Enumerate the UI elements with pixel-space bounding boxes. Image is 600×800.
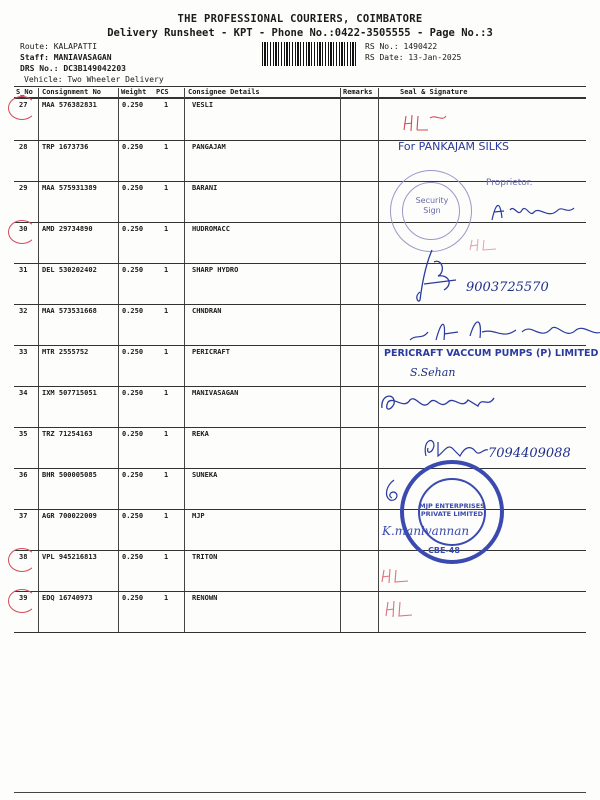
- rs-number: RS No.: 1490422: [365, 42, 438, 51]
- row-sno: 32: [19, 307, 28, 315]
- row-weight: 0.250: [122, 101, 144, 109]
- row-consignee: REKA: [192, 430, 209, 438]
- signature-row29: [488, 196, 578, 226]
- row-divider: [14, 386, 586, 387]
- red-circle-mark: [8, 548, 36, 572]
- row-pcs: 1: [164, 225, 169, 233]
- row-divider: [14, 468, 586, 469]
- row-divider: [14, 632, 586, 633]
- row-divider: [14, 427, 586, 428]
- signature-hhl-row39: [382, 598, 422, 620]
- row-consignee: RENOWN: [192, 594, 218, 602]
- drs-label: DRS No.: DC3B149042203: [20, 64, 126, 73]
- row-sno: 38: [19, 553, 28, 561]
- security-sign-text: Security Sign: [415, 196, 449, 215]
- phone-handwritten-row31: 9003725570: [466, 280, 549, 295]
- row-sno: 39: [19, 594, 28, 602]
- row-pcs: 1: [164, 348, 169, 356]
- red-circle-mark: [8, 220, 36, 244]
- row-consignment: TRZ 71254163: [42, 430, 93, 438]
- proprietor-stamp: Proprietor.: [486, 178, 533, 188]
- page-footer-line: [14, 792, 586, 793]
- row-weight: 0.250: [122, 307, 144, 315]
- row-consignee: TRITON: [192, 553, 218, 561]
- row-consignment: MAA 575931389: [42, 184, 97, 192]
- company-title: THE PROFESSIONAL COURIERS, COIMBATORE: [177, 13, 423, 25]
- row-consignee: CHNDRAN: [192, 307, 222, 315]
- row-divider: [14, 591, 586, 592]
- row-sno: 28: [19, 143, 28, 151]
- row-weight: 0.250: [122, 430, 144, 438]
- pankajam-stamp: For PANKAJAM SILKS: [398, 140, 510, 153]
- route-label: Route: KALAPATTI: [20, 42, 98, 51]
- row-sno: 31: [19, 266, 28, 274]
- pericraft-stamp: PERICRAFT VACCUM PUMPS (P) LIMITED: [384, 348, 599, 359]
- row-consignment: BHR 500005085: [42, 471, 97, 479]
- signature-hhl-row38: [378, 566, 418, 586]
- row-consignee: PANGAJAM: [192, 143, 226, 151]
- barcode: [262, 42, 358, 66]
- staff-label: Staff: MANIAVASAGAN: [20, 53, 112, 62]
- row-consignee: HUDROMACC: [192, 225, 230, 233]
- row-sno: 33: [19, 348, 28, 356]
- row-pcs: 1: [164, 266, 169, 274]
- row-pcs: 1: [164, 143, 169, 151]
- runsheet-subtitle: Delivery Runsheet - KPT - Phone No.:0422-3505555 - Page No.:3: [107, 27, 493, 39]
- row-sno: 27: [19, 101, 28, 109]
- row-consignment: DEL 530202402: [42, 266, 97, 274]
- table-top-border: [14, 86, 586, 87]
- row-pcs: 1: [164, 471, 169, 479]
- row-pcs: 1: [164, 307, 169, 315]
- sehan-handwritten: S.Sehan: [410, 366, 456, 379]
- column-header-consignee: Consignee Details: [188, 88, 260, 96]
- row-pcs: 1: [164, 389, 169, 397]
- row-weight: 0.250: [122, 266, 144, 274]
- column-header-pcs: PCS: [156, 88, 169, 96]
- row-consignment: AGR 700022009: [42, 512, 97, 520]
- row-consignment: IXM 507715051: [42, 389, 97, 397]
- row-sno: 36: [19, 471, 28, 479]
- phone-handwritten-row35: 7094409088: [488, 446, 571, 461]
- row-sno: 35: [19, 430, 28, 438]
- red-circle-mark: [8, 96, 36, 120]
- signature-row34: [378, 386, 498, 420]
- row-consignment: VPL 945216813: [42, 553, 97, 561]
- rs-date: RS Date: 13-Jan-2025: [365, 53, 462, 62]
- row-weight: 0.250: [122, 389, 144, 397]
- row-pcs: 1: [164, 553, 169, 561]
- row-weight: 0.250: [122, 143, 144, 151]
- row-sno: 29: [19, 184, 28, 192]
- signature-hhl-row30: [466, 236, 506, 254]
- row-consignment: AMD 29734890: [42, 225, 93, 233]
- red-circle-mark: [8, 589, 36, 613]
- row-consignment: EDQ 16740973: [42, 594, 93, 602]
- row-weight: 0.250: [122, 553, 144, 561]
- row-consignment: MAA 573531668: [42, 307, 97, 315]
- row-weight: 0.250: [122, 594, 144, 602]
- row-divider: [14, 263, 586, 264]
- column-header-consignment: Consignment No: [42, 88, 102, 96]
- row-weight: 0.250: [122, 225, 144, 233]
- signature-row35: [420, 432, 490, 462]
- row-weight: 0.250: [122, 471, 144, 479]
- row-pcs: 1: [164, 594, 169, 602]
- column-header-seal: Seal & Signature: [400, 88, 468, 96]
- row-weight: 0.250: [122, 348, 144, 356]
- row-consignee: SUNEKA: [192, 471, 218, 479]
- row-consignment: MAA 576382831: [42, 101, 97, 109]
- row-sno: 30: [19, 225, 28, 233]
- row-consignee: MJP: [192, 512, 205, 520]
- row-divider: [14, 550, 586, 551]
- row-weight: 0.250: [122, 184, 144, 192]
- row-sno: 37: [19, 512, 28, 520]
- row-divider: [14, 304, 586, 305]
- mjp-seal-text: MJP ENTERPRISES PRIVATE LIMITED: [419, 502, 485, 518]
- column-header-weight: Weight: [121, 88, 147, 96]
- row-pcs: 1: [164, 101, 169, 109]
- signature-row31: [412, 244, 462, 308]
- row-consignee: MANIVASAGAN: [192, 389, 239, 397]
- row-sno: 34: [19, 389, 28, 397]
- row-weight: 0.250: [122, 512, 144, 520]
- row-consignment: TRP 1673736: [42, 143, 89, 151]
- column-header-remarks: Remarks: [343, 88, 373, 96]
- row-consignee: SHARP HYDRO: [192, 266, 239, 274]
- vehicle-label: Vehicle: Two Wheeler Delivery: [24, 75, 164, 84]
- row-pcs: 1: [164, 184, 169, 192]
- row-consignee: PERICRAFT: [192, 348, 230, 356]
- row-consignment: MTR 2555752: [42, 348, 89, 356]
- mjp-seal-code: CBE-48: [428, 546, 460, 555]
- mjp-handwritten-signature: K.manivannan: [382, 524, 470, 538]
- column-header-sno: S_No: [16, 88, 33, 96]
- row-consignee: BARANI: [192, 184, 218, 192]
- signature-hhl-row27: [400, 110, 450, 136]
- row-consignee: VESLI: [192, 101, 214, 109]
- row-pcs: 1: [164, 430, 169, 438]
- table-header-border: [14, 97, 586, 99]
- row-pcs: 1: [164, 512, 169, 520]
